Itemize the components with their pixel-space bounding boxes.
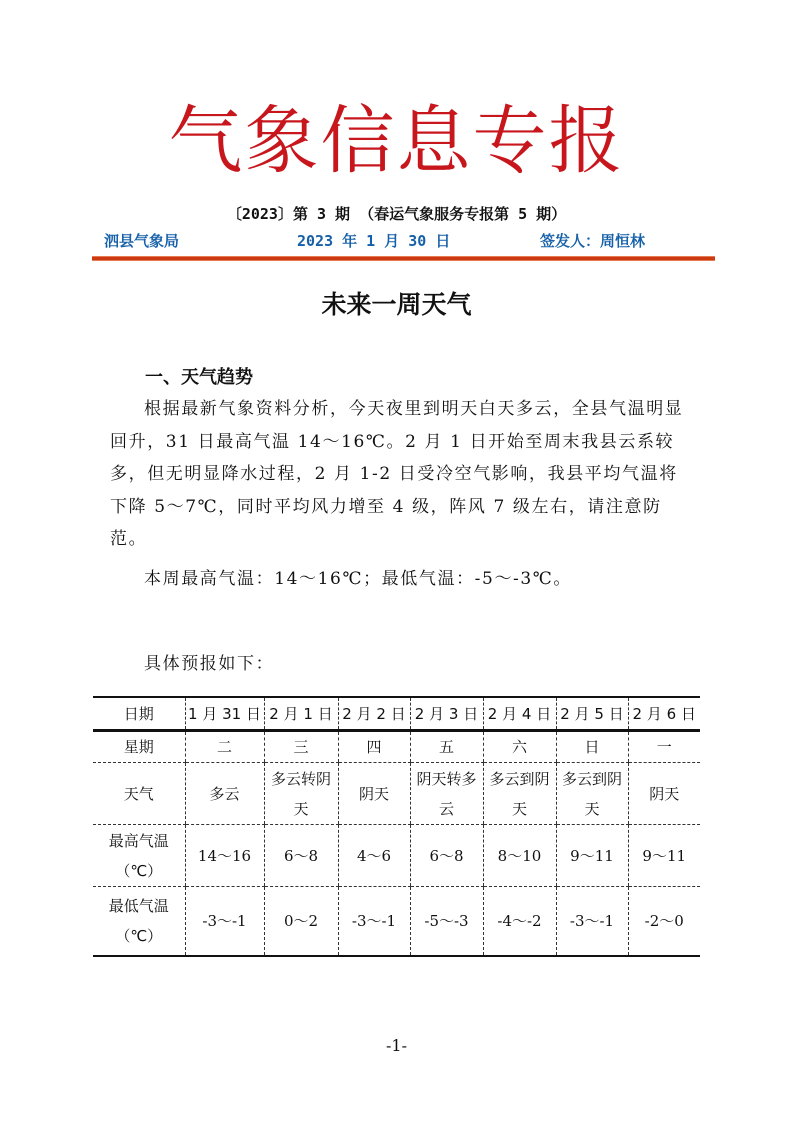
forecast-table [93,696,700,957]
row-label-date: 日期 [93,697,185,731]
weekday-cell: 二 [185,731,264,763]
low-cell: -3～-1 [338,887,410,957]
date-cell: 2 月 5 日 [556,697,628,731]
row-label-weekday: 星期 [93,731,185,763]
low-cell: -3～-1 [185,887,264,957]
date-row [93,697,700,731]
high-label: 最高气温 [108,831,169,850]
low-cell: -5～-3 [410,887,483,957]
high-temp-row [93,825,700,887]
low-cell: 0～2 [264,887,338,957]
weekday-cell: 三 [264,731,338,763]
low-unit: （℃） [115,927,163,945]
masthead-title: 气象信息专报 [168,98,625,184]
low-temp-row [93,887,700,957]
row-label-weather: 天气 [93,763,185,825]
page-number: -1- [386,1036,407,1055]
weather-cell: 多云到阴天 [483,763,556,825]
high-cell: 6～8 [410,825,483,887]
signer: 签发人：周恒林 [540,232,646,250]
weekday-cell: 一 [628,731,700,763]
high-cell: 4～6 [338,825,410,887]
weather-cell: 阴天 [338,763,410,825]
weekday-row [93,731,700,763]
high-cell: 14～16 [185,825,264,887]
high-cell: 9～11 [628,825,700,887]
weekday-cell: 四 [338,731,410,763]
row-label-high [93,825,185,887]
header-divider [92,256,715,261]
date-cell: 1 月 31 日 [185,697,264,731]
weather-cell: 多云转阴天 [264,763,338,825]
forecast-intro: 具体预报如下： [144,654,275,674]
high-unit: （℃） [115,861,163,880]
date-cell: 2 月 3 日 [410,697,483,731]
high-cell: 6～8 [264,825,338,887]
low-label: 最低气温 [108,897,169,915]
date-cell: 2 月 6 日 [628,697,700,731]
low-cell: -4～-2 [483,887,556,957]
issue-date: 2023 年 1 月 30 日 [297,232,451,250]
page-title: 未来一周天气 [321,290,472,319]
high-cell: 9～11 [556,825,628,887]
low-cell: -3～-1 [556,887,628,957]
weather-cell: 阴天转多云 [410,763,483,825]
weekday-cell: 五 [410,731,483,763]
week-summary: 本周最高气温：14～16℃；最低气温：-5～-3℃。 [144,569,573,589]
weather-row [93,763,700,825]
low-cell: -2～0 [628,887,700,957]
high-cell: 8～10 [483,825,556,887]
issue-number: 〔2023〕第 3 期 （春运气象服务专报第 5 期） [226,205,567,223]
row-label-low [93,887,185,957]
trend-paragraph: 根据最新气象资料分析，今天夜里到明天白天多云，全县气温明显回升，31 日最高气温 14～16℃。2 月 1 日开始至周末我县云系较多，但无明显降水过程，2 月 1-2 日受冷空气影响，我县平均气温将下降 5～7℃，同时平均风力增至 4 级，阵风 7 级左右，请注意防范。 [110,399,684,549]
date-cell: 2 月 2 日 [338,697,410,731]
weather-cell: 阴天 [628,763,700,825]
weekday-cell: 日 [556,731,628,763]
weather-cell: 多云到阴天 [556,763,628,825]
organization: 泗县气象局 [104,232,180,250]
date-cell: 2 月 4 日 [483,697,556,731]
weekday-cell: 六 [483,731,556,763]
date-cell: 2 月 1 日 [264,697,338,731]
weather-cell: 多云 [185,763,264,825]
section-heading: 一、天气趋势 [145,367,253,388]
